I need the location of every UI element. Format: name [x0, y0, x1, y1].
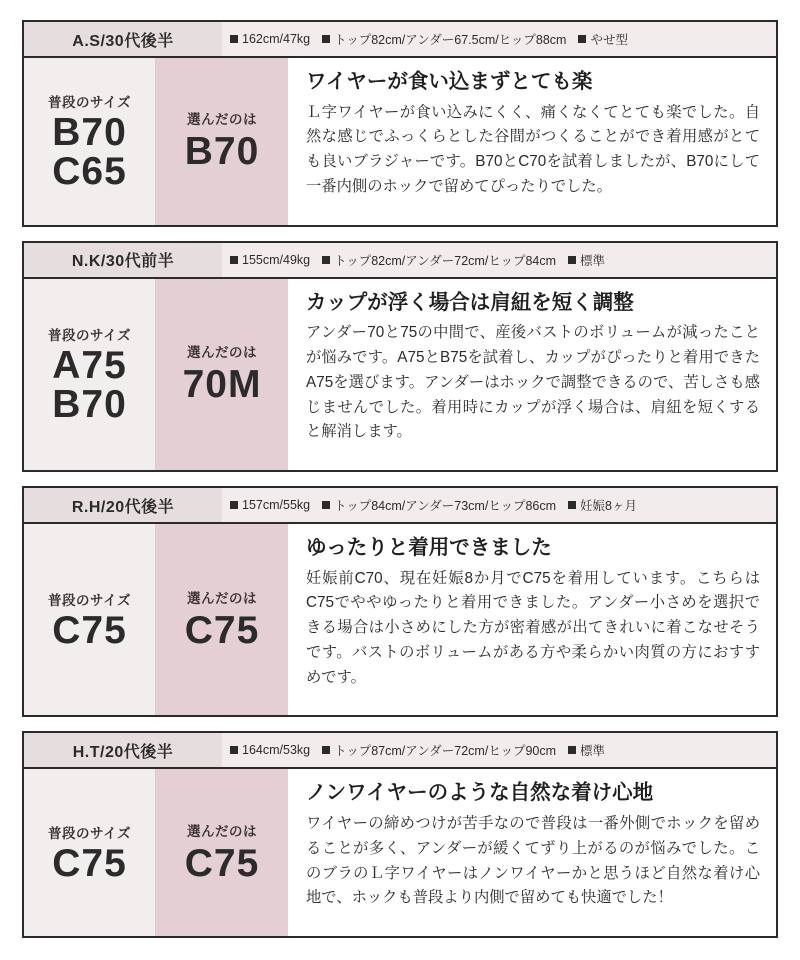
spec-item [568, 496, 637, 514]
usual-size-block [24, 58, 156, 225]
spec-text: 157cm/55kg [242, 498, 311, 513]
usual-size-label: 普段のサイズ [48, 592, 131, 608]
review-body [24, 524, 776, 715]
usual-size-block [24, 769, 156, 936]
chosen-size-value: 70M [182, 363, 262, 407]
review-header [24, 243, 776, 279]
spec-text: トップ84cm/アンダー73cm/ヒップ86cm [334, 499, 557, 514]
usual-size-value: C75 [52, 841, 127, 885]
reviewer-name: N.K/30代前半 [24, 243, 222, 277]
spec-text: トップ82cm/アンダー72cm/ヒップ84cm [334, 253, 557, 268]
spec-text: 162cm/47kg [242, 32, 311, 46]
spec-item [230, 498, 310, 512]
spec-text: 155cm/49kg [242, 252, 311, 267]
review-body [24, 58, 776, 225]
review-card [22, 731, 778, 938]
bullet-square-icon [322, 256, 330, 264]
spec-item [322, 741, 556, 759]
usual-size-value: A75 [52, 343, 127, 387]
review-comment: Ｌ字ワイヤーが食い込みにくく、痛くなくてとても楽でした。自然な感じでふっくらとした谷間がつくることができ着用感がとても良いブラジャーです。B70とC70を試着しましたが、B70にして一番内側のホックで留めてぴったりでした。 [306, 103, 760, 195]
bullet-square-icon [568, 256, 576, 264]
review-text-block [288, 524, 776, 715]
bullet-square-icon [230, 501, 238, 509]
spec-text: 妊娠8ヶ月 [580, 499, 637, 514]
spec-item [230, 253, 310, 267]
review-body [24, 769, 776, 936]
reviewer-specs [222, 488, 776, 522]
usual-size-block [24, 279, 156, 470]
usual-size-values [52, 841, 127, 885]
chosen-size-label: 選んだのは [187, 590, 257, 606]
bullet-square-icon [322, 35, 330, 43]
review-header [24, 733, 776, 769]
chosen-size-block [156, 769, 288, 936]
spec-item [322, 30, 566, 48]
review-text-block [288, 769, 776, 936]
review-text-block [288, 58, 776, 225]
spec-text: 164cm/53kg [242, 743, 311, 758]
spec-item [568, 741, 605, 759]
spec-text: 標準 [580, 744, 606, 759]
chosen-size-label: 選んだのは [187, 823, 257, 839]
spec-item [230, 743, 310, 757]
spec-item [578, 30, 628, 48]
bullet-square-icon [578, 35, 586, 43]
review-header [24, 22, 776, 58]
review-text-block [288, 279, 776, 470]
usual-size-label: 普段のサイズ [48, 94, 131, 110]
spec-item [568, 251, 605, 269]
chosen-size-value: B70 [184, 130, 260, 174]
review-comment: アンダー70と75の中間で、産後バストのボリュームが減ったことが悩みです。A75とB75を試着し、カップがぴったりと着用できたA75を選びます。アンダーはホックで調整できるので、苦しさも感じませんでした。着用時にカップが浮く場合は、肩紐を短くすると解消します。 [306, 324, 760, 441]
spec-text: 標準 [580, 253, 606, 268]
bullet-square-icon [322, 501, 330, 509]
usual-size-value: B70 [52, 383, 127, 427]
chosen-size-label: 選んだのは [187, 345, 257, 361]
usual-size-label: 普段のサイズ [48, 825, 131, 841]
chosen-size-value: C75 [184, 841, 260, 885]
spec-item [230, 32, 310, 46]
bullet-square-icon [230, 746, 238, 754]
spec-text: トップ87cm/アンダー72cm/ヒップ90cm [334, 744, 557, 759]
usual-size-values [52, 110, 127, 194]
usual-size-value: C75 [52, 608, 127, 652]
chosen-size-value: C75 [184, 608, 260, 652]
review-title: ゆったりと着用できました [306, 536, 552, 560]
spec-text: トップ82cm/アンダー67.5cm/ヒップ88cm [334, 33, 567, 47]
usual-size-label: 普段のサイズ [48, 327, 131, 343]
reviewer-name: A.S/30代後半 [24, 22, 222, 56]
spec-text: やせ型 [590, 33, 628, 47]
bullet-square-icon [230, 256, 238, 264]
review-header [24, 488, 776, 524]
chosen-size-block [156, 58, 288, 225]
review-card [22, 241, 778, 472]
reviewer-specs [222, 22, 776, 56]
review-card [22, 486, 778, 717]
chosen-size-block [156, 524, 288, 715]
review-title: ノンワイヤーのような自然な着け心地 [306, 781, 654, 805]
spec-item [322, 251, 556, 269]
bullet-square-icon [568, 501, 576, 509]
usual-size-value: B70 [52, 110, 127, 154]
usual-size-value: C65 [52, 150, 127, 194]
review-card [22, 20, 778, 227]
bullet-square-icon [568, 746, 576, 754]
bullet-square-icon [322, 746, 330, 754]
review-body [24, 279, 776, 470]
chosen-size-block [156, 279, 288, 470]
reviewer-name: H.T/20代後半 [24, 733, 222, 767]
review-title: ワイヤーが食い込まずとても楽 [306, 70, 593, 93]
review-comment: ワイヤーの締めつけが苦手なので普段は一番外側でホックを留めることが多く、アンダーが緩くてずり上がるのが悩みでした。このブラのＬ字ワイヤーはノンワイヤーかと思うほど自然な着け心地で、ホックも普段より内側で留めても快適でした！ [306, 815, 760, 907]
bullet-square-icon [230, 35, 238, 43]
usual-size-block [24, 524, 156, 715]
review-title: カップが浮く場合は肩紐を短く調整 [306, 290, 634, 314]
reviewer-name: R.H/20代後半 [24, 488, 222, 522]
usual-size-values [52, 608, 127, 652]
review-comment: 妊娠前C70、現在妊娠8か月でC75を着用しています。こちらはC75でややゆったりと着用できました。アンダー小さめを選択できる場合は小さめにした方が密着感が出てきれいに着こなせそうです。バストのボリュームがある方や柔らかい肉質の方におすすめです。 [306, 569, 760, 686]
reviewer-specs [222, 243, 776, 277]
reviewer-specs [222, 733, 776, 767]
spec-item [322, 496, 556, 514]
chosen-size-label: 選んだのは [187, 112, 257, 128]
usual-size-values [52, 343, 127, 427]
